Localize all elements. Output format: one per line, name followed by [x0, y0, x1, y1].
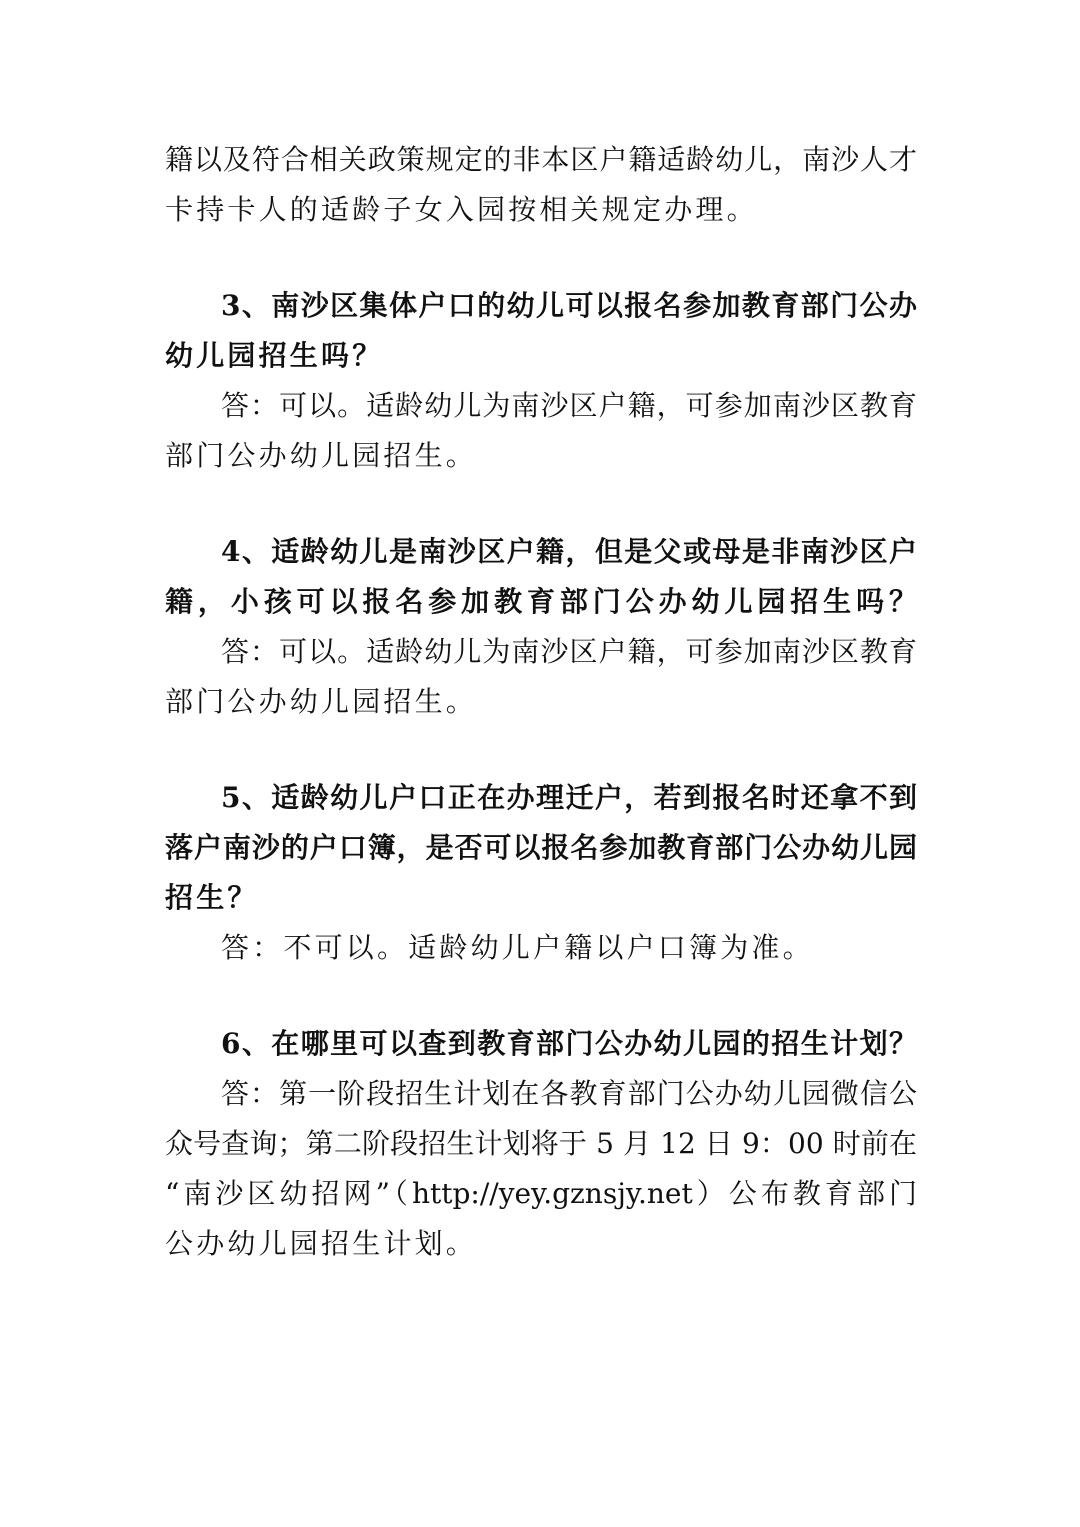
qa-item-5	[165, 773, 917, 973]
question-line: 籍，小孩可以报名参加教育部门公办幼儿园招生吗？	[165, 585, 917, 618]
question-line: 5、适龄幼儿户口正在办理迁户，若到报名时还拿不到	[221, 781, 917, 814]
intro-paragraph	[165, 135, 917, 235]
qa-item-3	[165, 281, 917, 481]
answer-line: 众号查询；第二阶段招生计划将于 5 月 12 日 9：00 时前在	[165, 1127, 917, 1160]
question-line: 落户南沙的户口簿，是否可以报名参加教育部门公办幼儿园	[165, 831, 917, 864]
question-line: 招生？	[165, 881, 259, 914]
document-page	[165, 135, 917, 1269]
answer-line: 答：不可以。适龄幼儿户籍以户口簿为准。	[221, 931, 814, 964]
question-line: 4、适龄幼儿是南沙区户籍，但是父或母是非南沙区户	[221, 535, 917, 568]
question-line: 6、在哪里可以查到教育部门公办幼儿园的招生计划？	[221, 1027, 917, 1060]
answer-line: 答：可以。适龄幼儿为南沙区户籍，可参加南沙区教育	[221, 389, 917, 422]
answer-line: 答：第一阶段招生计划在各教育部门公办幼儿园微信公	[221, 1077, 917, 1110]
answer-line: 部门公办幼儿园招生。	[165, 439, 478, 472]
question-line: 3、南沙区集体户口的幼儿可以报名参加教育部门公办	[221, 289, 917, 322]
intro-line: 卡持卡人的适龄子女入园按相关规定办理。	[165, 193, 758, 226]
answer-line: “南沙区幼招网”（http://yey.gznsjy.net）公布教育部门	[165, 1177, 917, 1210]
qa-item-4	[165, 527, 917, 727]
answer-line: 部门公办幼儿园招生。	[165, 685, 478, 718]
question-line: 幼儿园招生吗？	[165, 339, 384, 372]
answer-line: 公办幼儿园招生计划。	[165, 1227, 478, 1260]
answer-line: 答：可以。适龄幼儿为南沙区户籍，可参加南沙区教育	[221, 635, 917, 668]
intro-line: 籍以及符合相关政策规定的非本区户籍适龄幼儿，南沙人才	[165, 143, 917, 176]
qa-item-6	[165, 1019, 917, 1269]
